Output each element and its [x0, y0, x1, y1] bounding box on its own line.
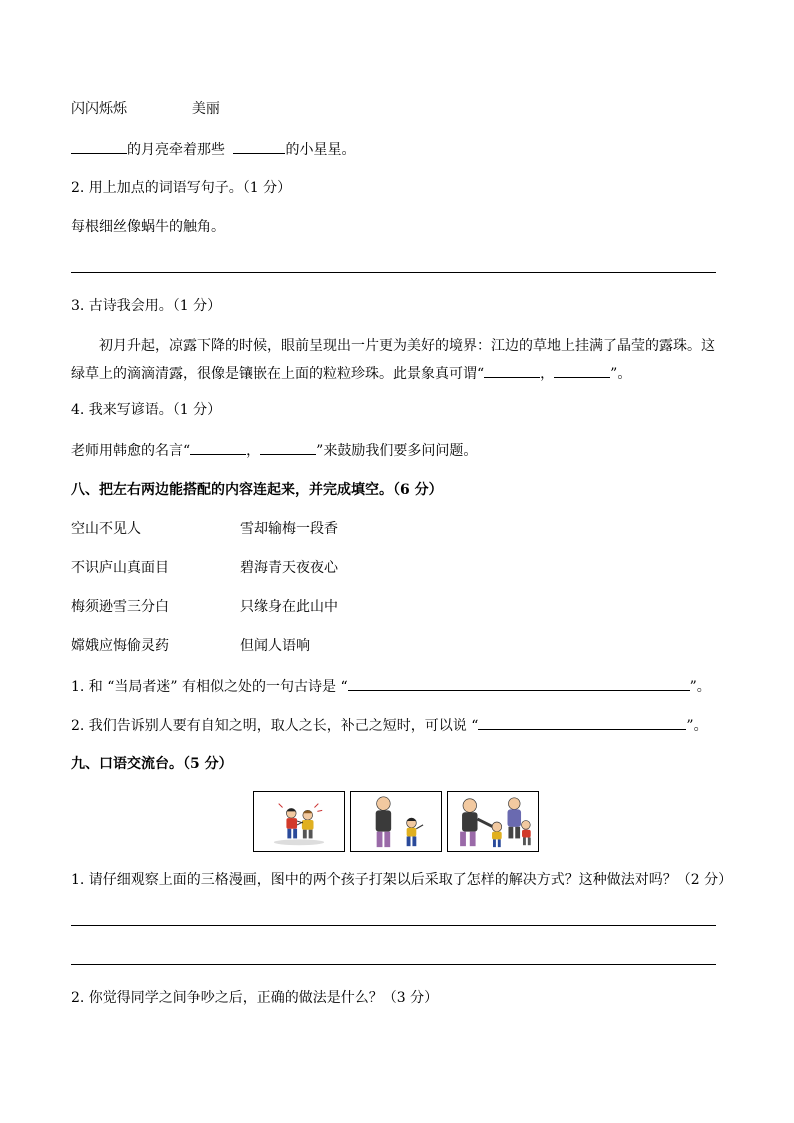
match-left-item[interactable]: 不识庐山真面目: [71, 560, 169, 576]
sentence-text: 老师用韩愈的名言“: [71, 443, 191, 459]
comic-panel-3: [447, 791, 539, 852]
q3-paragraph-line1: 初月升起，凉露下降的时候，眼前呈现出一片更为美好的境界：江边的草地上挂满了晶莹的露珠。这: [99, 338, 715, 354]
match-left-item[interactable]: 嫦娥应悔偷灵药: [71, 638, 169, 654]
word-option-b: 美丽: [191, 101, 220, 117]
section9-heading: 九、口语交流台。（5 分）: [71, 756, 233, 772]
section9-q2: 2. 你觉得同学之间争吵之后，正确的做法是什么？（3 分）: [71, 990, 439, 1006]
section9-q1: 1. 请仔细观察上面的三格漫画，图中的两个孩子打架以后采取了怎样的解决方式？这种做法对吗？（2 分）: [71, 872, 733, 888]
fill-sentence: [71, 139, 355, 160]
sentence-text: ”来鼓励我们要多问问题。: [316, 443, 478, 459]
answer-line[interactable]: [71, 964, 716, 965]
closing-quote: ”。: [686, 718, 708, 734]
word-choice-row: [71, 99, 220, 119]
comic-panel-1: [253, 791, 345, 852]
answer-blank[interactable]: [554, 363, 610, 378]
match-left-item[interactable]: 梅须逊雪三分白: [71, 599, 169, 615]
question-text: 1. 和 “当局者迷” 有相似之处的一句古诗是 “: [71, 679, 348, 695]
comma: ，: [246, 443, 261, 459]
answer-line[interactable]: [71, 925, 716, 926]
fighting-kids-illustration: [254, 792, 344, 851]
closing-quote: ”。: [689, 679, 711, 695]
comma: ，: [540, 366, 555, 382]
paragraph-text: 绿草上的滴滴清露，很像是镶嵌在上面的粒粒珍珠。此景象真可谓“: [71, 366, 485, 382]
match-right-item[interactable]: 雪却输梅一段香: [240, 521, 338, 537]
answer-blank[interactable]: [233, 139, 285, 154]
section8-q1: [71, 676, 711, 697]
answer-blank[interactable]: [478, 715, 686, 730]
answer-blank[interactable]: [260, 440, 316, 455]
sentence-text: 的月亮牵着那些: [127, 142, 225, 158]
q4-title: 4. 我来写谚语。（1 分）: [71, 402, 222, 418]
q2-title: 2. 用上加点的词语写句子。（1 分）: [71, 180, 292, 196]
section8-heading: 八、把左右两边能搭配的内容连起来，并完成填空。（6 分）: [71, 482, 443, 498]
question-text: 2. 我们告诉别人要有自知之明，取人之长，补己之短时，可以说 “: [71, 718, 479, 734]
q4-sentence: [71, 440, 477, 461]
sentence-text: 的小星星。: [285, 142, 356, 158]
match-right-item[interactable]: 但闻人语响: [240, 638, 310, 654]
answer-blank[interactable]: [484, 363, 540, 378]
section8-q2: [71, 715, 708, 736]
q3-title: 3. 古诗我会用。（1 分）: [71, 298, 222, 314]
match-left-item[interactable]: 空山不见人: [71, 521, 141, 537]
match-right-item[interactable]: 碧海青天夜夜心: [240, 560, 338, 576]
q3-paragraph-line2: [71, 363, 631, 384]
comic-panel-2: [350, 791, 442, 852]
answer-blank[interactable]: [348, 676, 690, 691]
adult-separating-kids-illustration: [448, 792, 538, 851]
adult-and-child-illustration: [351, 792, 441, 851]
word-option-a: 闪闪烁烁: [71, 101, 127, 117]
match-right-item[interactable]: 只缘身在此山中: [240, 599, 338, 615]
closing-quote: ”。: [610, 366, 632, 382]
q2-sentence: 每根细丝像蜗牛的触角。: [71, 219, 225, 235]
answer-line[interactable]: [71, 272, 716, 273]
answer-blank[interactable]: [190, 440, 246, 455]
answer-blank[interactable]: [71, 139, 127, 154]
